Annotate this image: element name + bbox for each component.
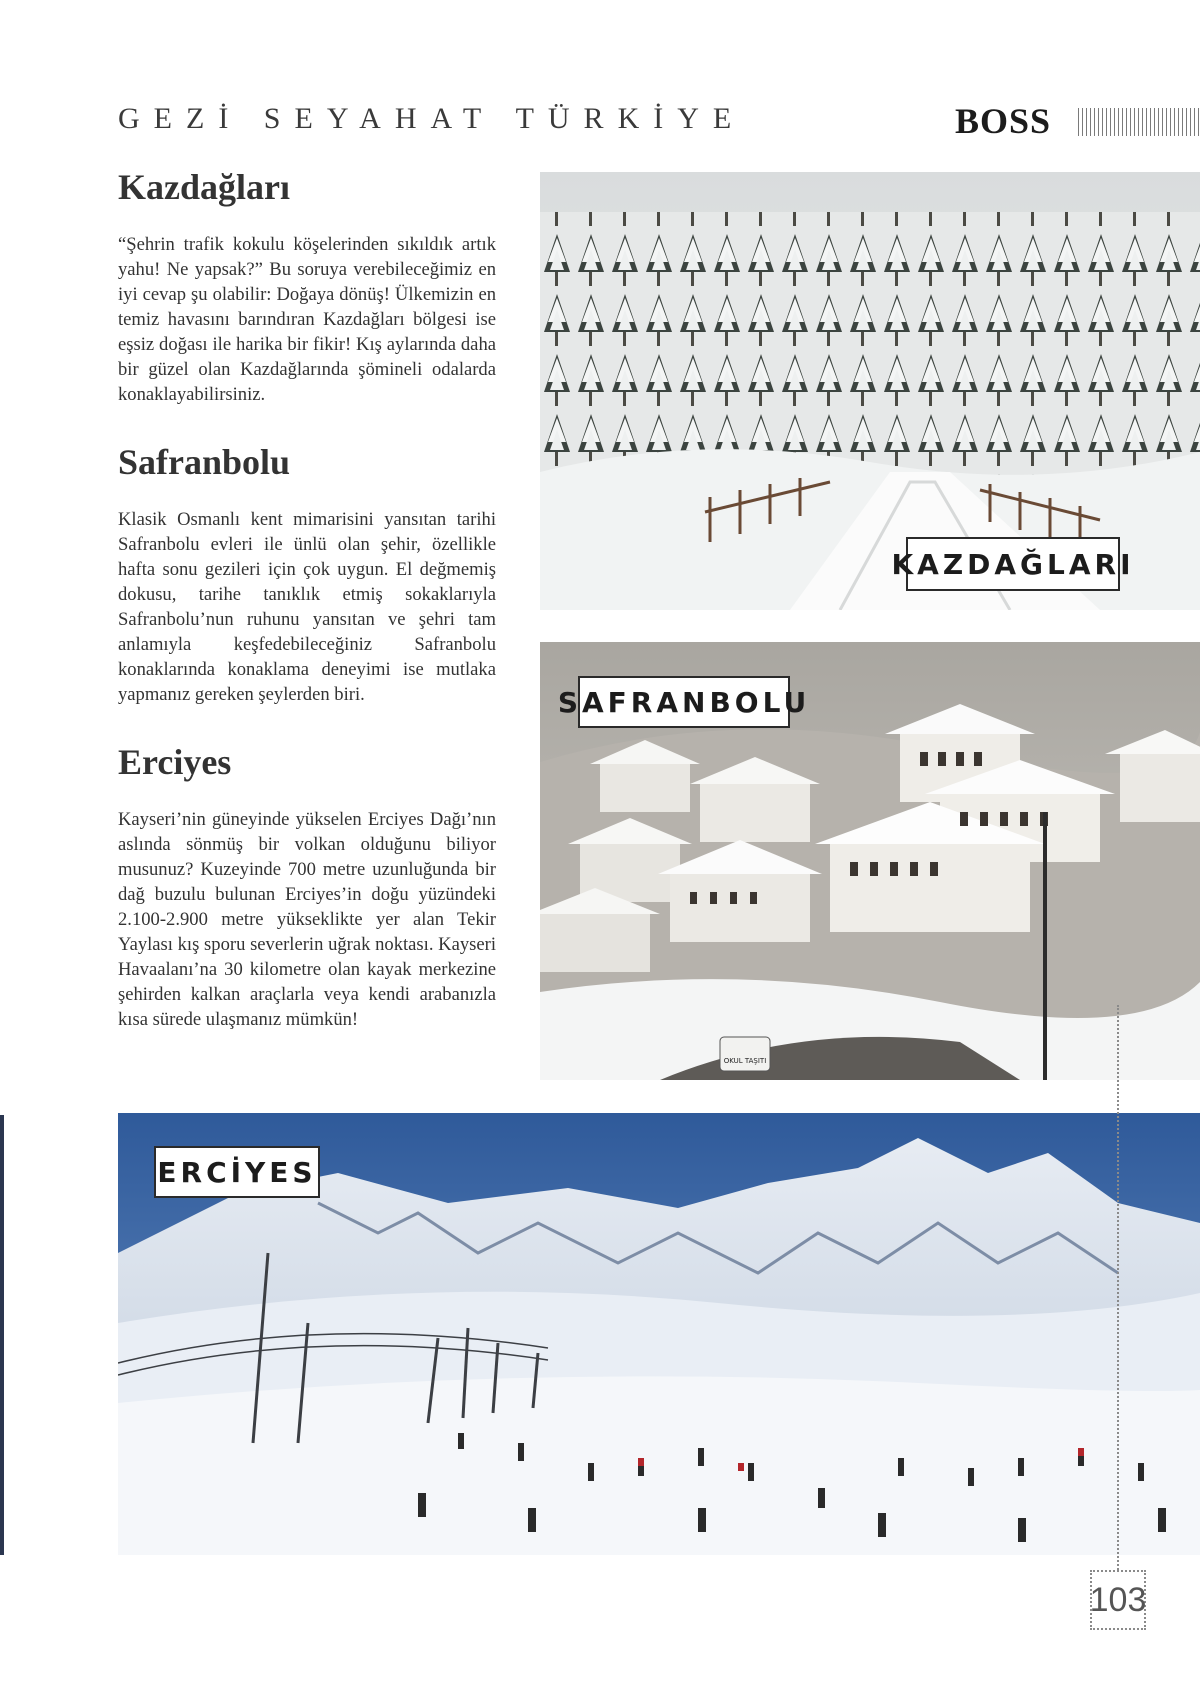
section-body-safranbolu: Klasik Osmanlı kent mimarisini yansıtan tarihi Safranbolu evleri ile ünlü olan şehir, özellikle hafta sonu gezileri için çok uygun. El değmemiş dokusu, tarihe tanıklık etmiş sokaklarıyla Safranbolu’nun ruhunu yansıtan ve şehri tam anlamıyla keşfedebileceğiniz Safranbolu konaklarında konaklama deneyimi ise mutlaka yapmanız gereken şeylerden biri. xyxy=(118,509,496,705)
dotted-connector-vertical xyxy=(1117,1005,1119,1570)
section-kicker: GEZİ SEYAHAT TÜRKİYE xyxy=(118,102,746,135)
section-title-erciyes: Erciyes xyxy=(118,742,232,782)
brand-logo: BOSS xyxy=(955,101,1052,141)
left-edge-strip xyxy=(0,1115,4,1555)
page-number-box xyxy=(1090,1570,1146,1630)
section-title-safranbolu: Safranbolu xyxy=(118,442,291,482)
section-body-erciyes: Kayseri’nin güneyinde yükselen Erciyes Dağı’nın aslında sönmüş bir volkan olduğunu biliyor musunuz? Kuzeyinde 700 metre uzunluğunda bir dağ buzulu bulunan Erciyes’in doğu yüzündeki 2.100-2.900 metre yükseklikte yer alan Tekir Yaylası kış sporu severlerin uğrak noktası. Kayseri Havaalanı’na 30 kilometre olan kayak merkezine şehirden kalkan araçlarla veya kendi arabanızla kısa sürede ulaşmanız mümkün! xyxy=(118,809,496,1030)
section-title-kazdaglari: Kazdağları xyxy=(118,167,290,207)
vehicle-sign-text: OKUL TAŞITI xyxy=(723,1057,767,1065)
section-body-kazdaglari: “Şehrin trafik kokulu köşelerinden sıkıldık artık yahu! Ne yapsak?” Bu soruya verebileceğimiz en iyi cevap şu olabilir: Doğaya dönüş! Ülkemizin en temiz havasını barındıran Kazdağları bölgesi ise eşsiz doğası ile harika bir fikir! Kış aylarında daha bir güzel olan Kazdağlarında şömineli odalarda konaklayabilirsiniz. xyxy=(118,234,496,405)
page-number: 103 xyxy=(1089,1580,1147,1619)
photo-label-kazdaglari: KAZDAĞLARI xyxy=(906,537,1120,591)
photo-label-safranbolu: SAFRANBOLU xyxy=(578,676,790,728)
photo-label-erciyes: ERCİYES xyxy=(154,1146,320,1198)
barcode-decoration xyxy=(1078,108,1200,136)
